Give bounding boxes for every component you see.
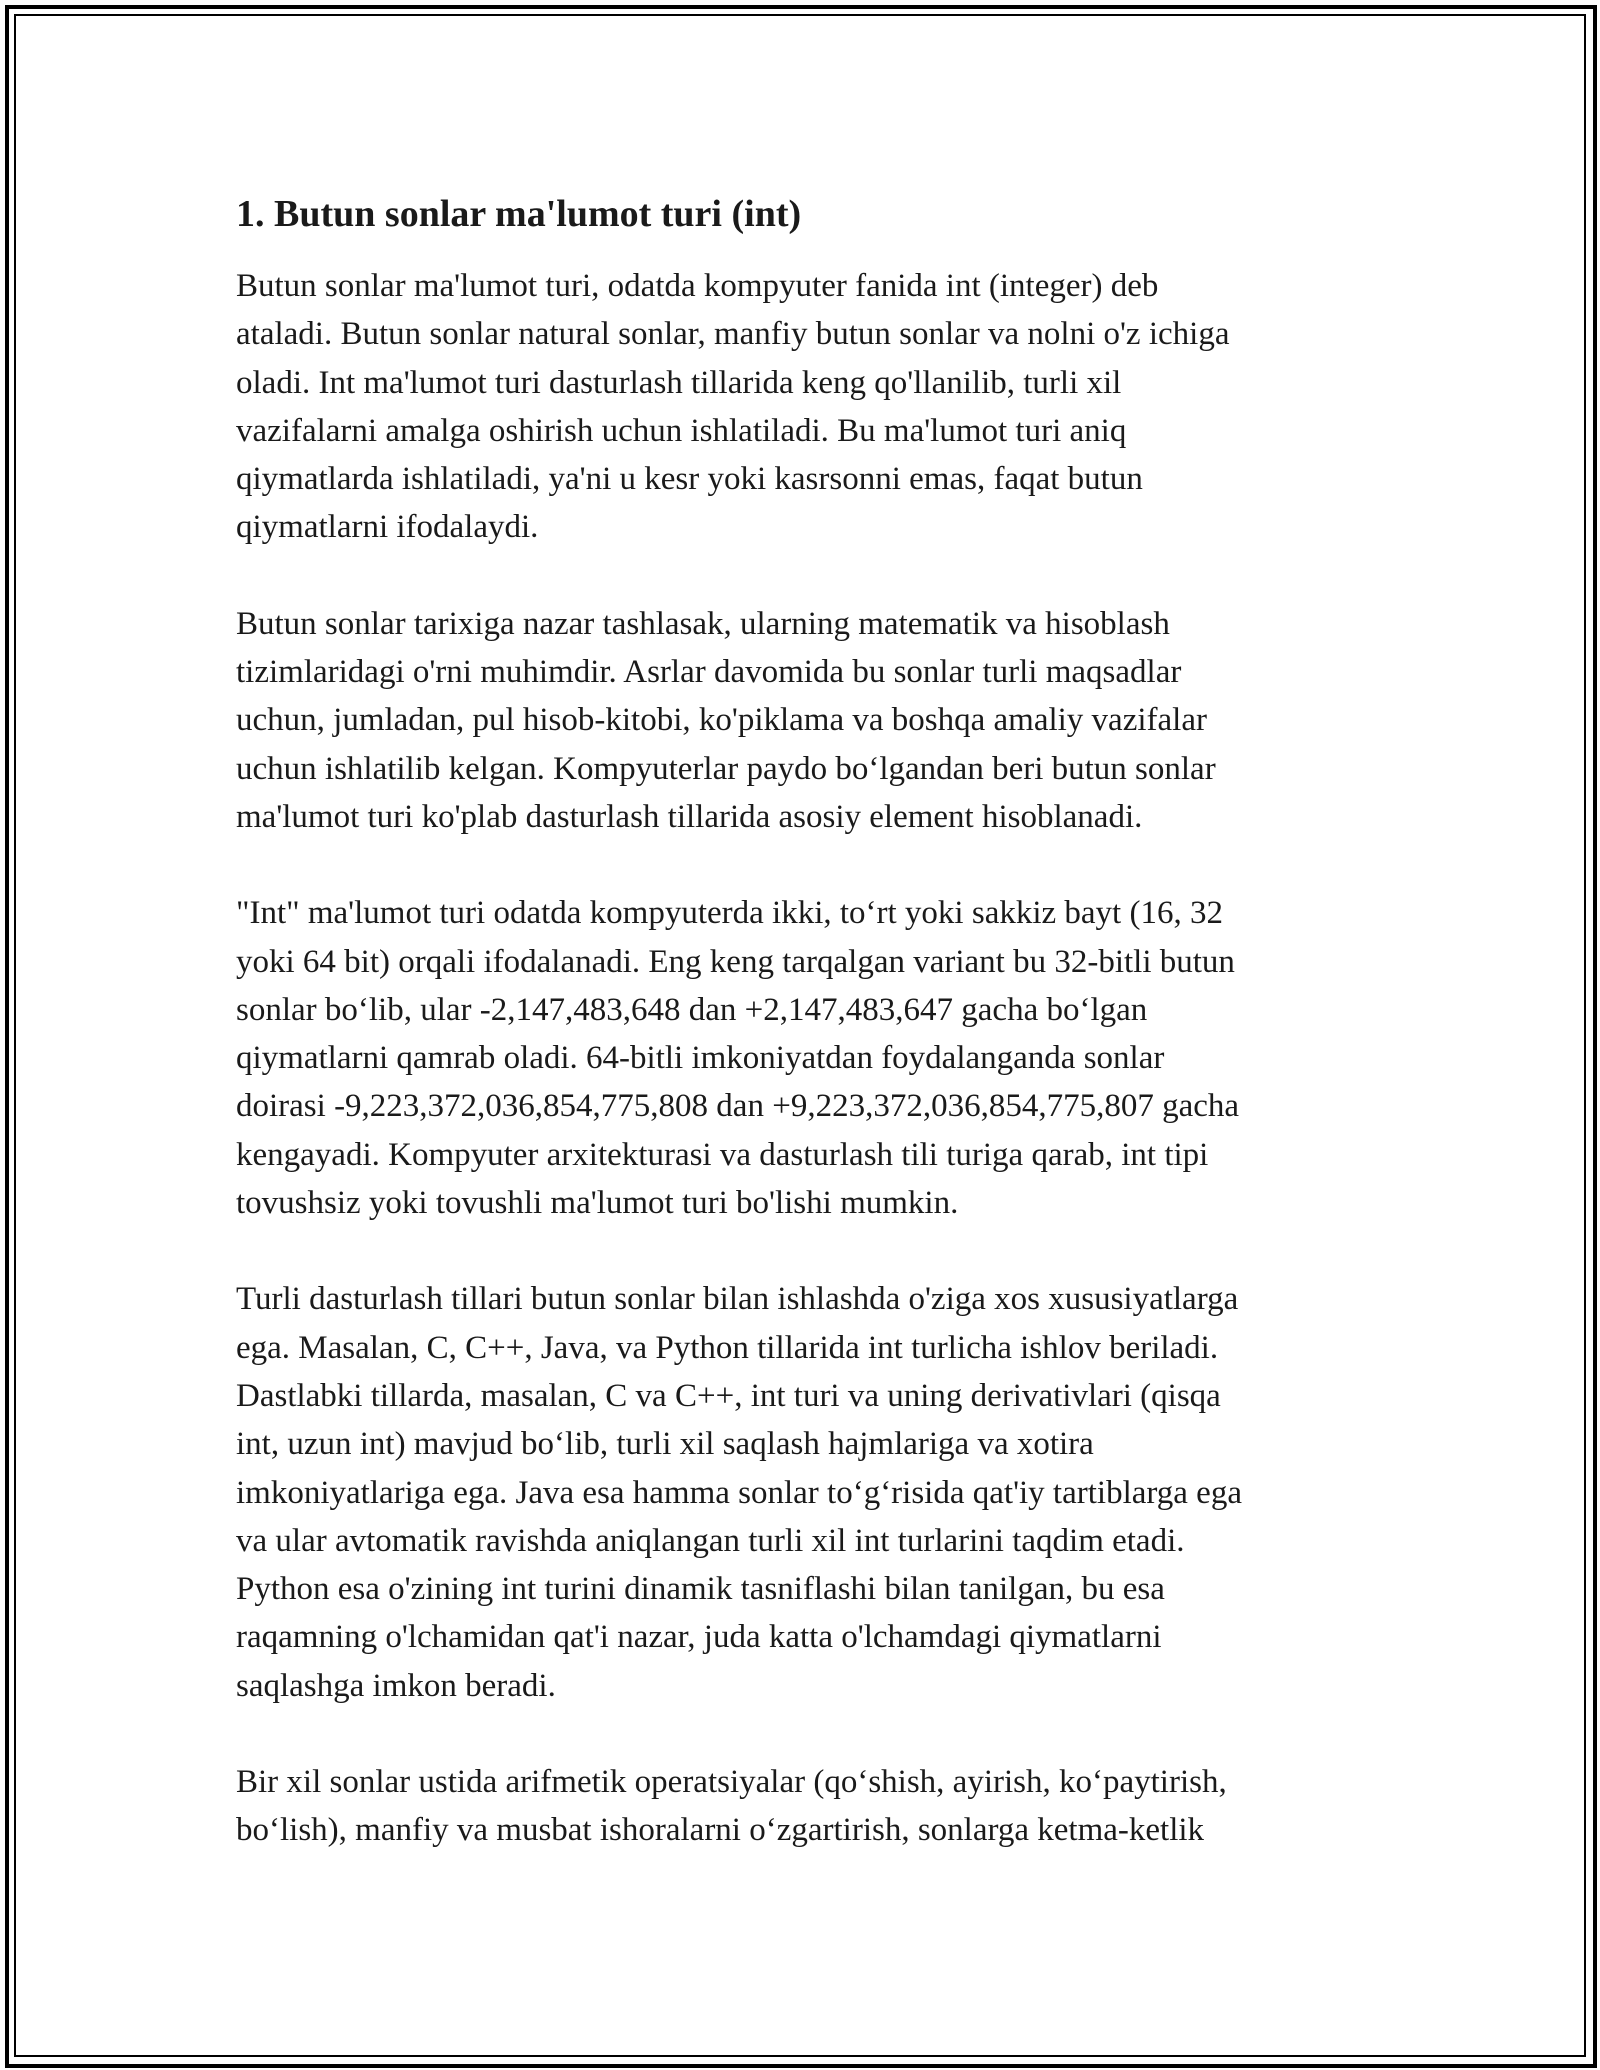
text-line: tizimlaridagi o'rni muhimdir. Asrlar davomida bu sonlar turli maqsadlar (236, 654, 1182, 691)
text-line: tovushsiz yoki tovushli ma'lumot turi bo'lishi mumkin. (236, 1185, 959, 1222)
text-line: oladi. Int ma'lumot turi dasturlash tillarida keng qo'llanilib, turli xil (236, 364, 1122, 401)
text-line: Dastlabki tillarda, masalan, C va C++, int turi va uning derivativlari (qisqa (236, 1377, 1221, 1414)
text-line: doirasi -9,223,372,036,854,775,808 dan +9,223,372,036,854,775,807 gacha (236, 1088, 1240, 1125)
text-line: "Int" ma'lumot turi odatda kompyuterda ikki, to‘rt yoki sakkiz bayt (16, 32 (236, 895, 1223, 932)
paragraph-5 (236, 1758, 1366, 1855)
text-line: imkoniyatlariga ega. Java esa hamma sonlar to‘g‘risida qat'iy tartiblarga ega (236, 1474, 1242, 1511)
text-line: raqamning o'lchamidan qat'i nazar, juda katta o'lchamdagi qiymatlarni (236, 1619, 1162, 1656)
text-line: sonlar bo‘lib, ular -2,147,483,648 dan +2,147,483,647 gacha bo‘lgan (236, 991, 1148, 1028)
text-line: uchun, jumladan, pul hisob-kitobi, ko'piklama va boshqa amaliy vazifalar (236, 702, 1207, 739)
text-line: Butun sonlar tarixiga nazar tashlasak, ularning matematik va hisoblash (236, 605, 1170, 642)
text-line: int, uzun int) mavjud bo‘lib, turli xil saqlash hajmlariga va xotira (236, 1426, 1094, 1463)
document-body (236, 186, 1366, 1903)
paragraph-2 (236, 600, 1366, 841)
text-line: ega. Masalan, C, C++, Java, va Python tillarida int turlicha ishlov beriladi. (236, 1329, 1219, 1366)
section-heading: 1. Butun sonlar ma'lumot turi (int) (236, 193, 802, 235)
text-line: saqlashga imkon beradi. (236, 1667, 556, 1704)
text-line: Butun sonlar ma'lumot turi, odatda kompyuter fanida int (integer) deb (236, 268, 1159, 304)
text-line: Bir xil sonlar ustida arifmetik operatsiyalar (qo‘shish, ayirish, ko‘paytirish, (236, 1764, 1227, 1801)
paragraphs-container (236, 262, 1366, 1855)
text-line: qiymatlarda ishlatiladi, ya'ni u kesr yoki kasrsonni emas, faqat butun (236, 461, 1143, 498)
paragraph-3 (236, 889, 1366, 1227)
text-line: qiymatlarni ifodalaydi. (236, 509, 539, 546)
text-line: bo‘lish), manfiy va musbat ishoralarni o‘zgartirish, sonlarga ketma-ketlik (236, 1812, 1205, 1849)
paragraph-1 (236, 262, 1366, 552)
paragraph-4 (236, 1275, 1366, 1710)
text-line: va ular avtomatik ravishda aniqlangan turli xil int turlarini taqdim etadi. (236, 1522, 1185, 1559)
text-line: Python esa o'zining int turini dinamik tasniflashi bilan tanilgan, bu esa (236, 1571, 1165, 1608)
text-line: qiymatlarni qamrab oladi. 64-bitli imkoniyatdan foydalanganda sonlar (236, 1040, 1165, 1077)
text-line: kengayadi. Kompyuter arxitekturasi va dasturlash tili turiga qarab, int tipi (236, 1136, 1209, 1173)
text-line: uchun ishlatilib kelgan. Kompyuterlar paydo bo‘lgandan beri butun sonlar (236, 750, 1216, 787)
text-line: ma'lumot turi ko'plab dasturlash tillarida asosiy element hisoblanadi. (236, 798, 1143, 835)
text-line: vazifalarni amalga oshirish uchun ishlatiladi. Bu ma'lumot turi aniq (236, 412, 1127, 449)
text-line: yoki 64 bit) orqali ifodalanadi. Eng keng tarqalgan variant bu 32-bitli butun (236, 943, 1235, 980)
text-line: Turli dasturlash tillari butun sonlar bilan ishlashda o'ziga xos xususiyatlarga (236, 1281, 1239, 1318)
text-line: ataladi. Butun sonlar natural sonlar, manfiy butun sonlar va nolni o'z ichiga (236, 316, 1230, 353)
